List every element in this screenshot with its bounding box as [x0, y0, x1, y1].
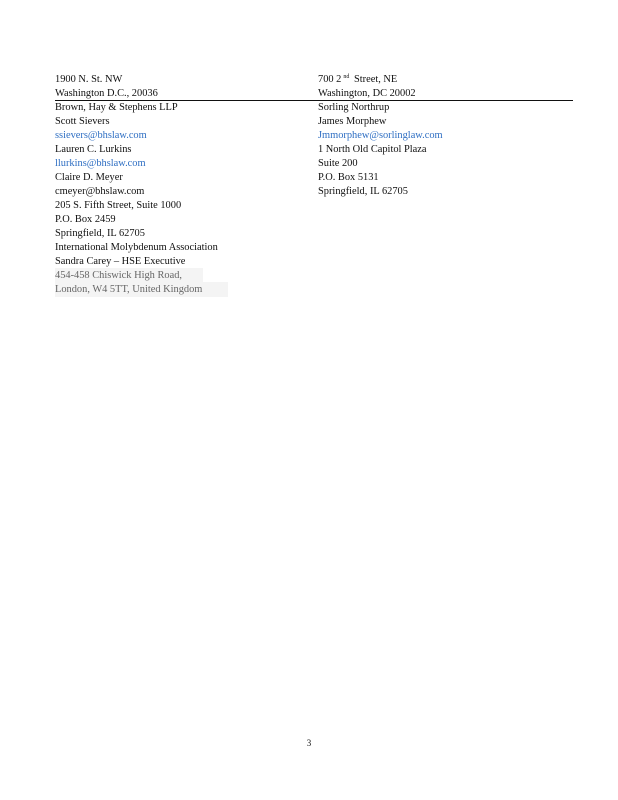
address-line: Suite 200 [318, 158, 358, 169]
contact-name: Claire D. Meyer [55, 172, 123, 183]
address-line: 1900 N. St. NW [55, 74, 123, 85]
contact-name: James Morphew [318, 116, 387, 127]
address-line: Washington D.C., 20036 [55, 88, 158, 99]
firm-name: Sorling Northrup [318, 102, 390, 113]
firm-name: Brown, Hay & Stephens LLP [55, 102, 178, 113]
contact-name: Sandra Carey – HSE Executive [55, 256, 186, 267]
address-line: P.O. Box 2459 [55, 214, 116, 225]
address-line: 205 S. Fifth Street, Suite 1000 [55, 200, 182, 211]
address-line [318, 73, 397, 87]
address-line: 454-458 Chiswick High Road, [55, 270, 182, 281]
address-line: London, W4 5TT, United Kingdom [55, 284, 203, 295]
address-number: 700 2 [318, 74, 342, 85]
address-superscript: nd [343, 73, 350, 80]
contact-name: Scott Sievers [55, 116, 110, 127]
email-text: cmeyer@bhslaw.com [55, 186, 145, 197]
contact-name: Lauren C. Lurkins [55, 144, 132, 155]
address-line: Springfield, IL 62705 [55, 228, 145, 239]
address-line: P.O. Box 5131 [318, 172, 379, 183]
address-line: Washington, DC 20002 [318, 88, 416, 99]
address-street: Street, NE [351, 74, 398, 85]
email-link[interactable]: llurkins@bhslaw.com [55, 158, 146, 169]
email-link[interactable]: ssievers@bhslaw.com [55, 130, 147, 141]
organization-name: International Molybdenum Association [55, 242, 218, 253]
email-link[interactable]: Jmmorphew@sorlinglaw.com [318, 130, 443, 141]
address-line: 1 North Old Capitol Plaza [318, 144, 427, 155]
address-line: Springfield, IL 62705 [318, 186, 408, 197]
page-number: 3 [306, 738, 312, 748]
